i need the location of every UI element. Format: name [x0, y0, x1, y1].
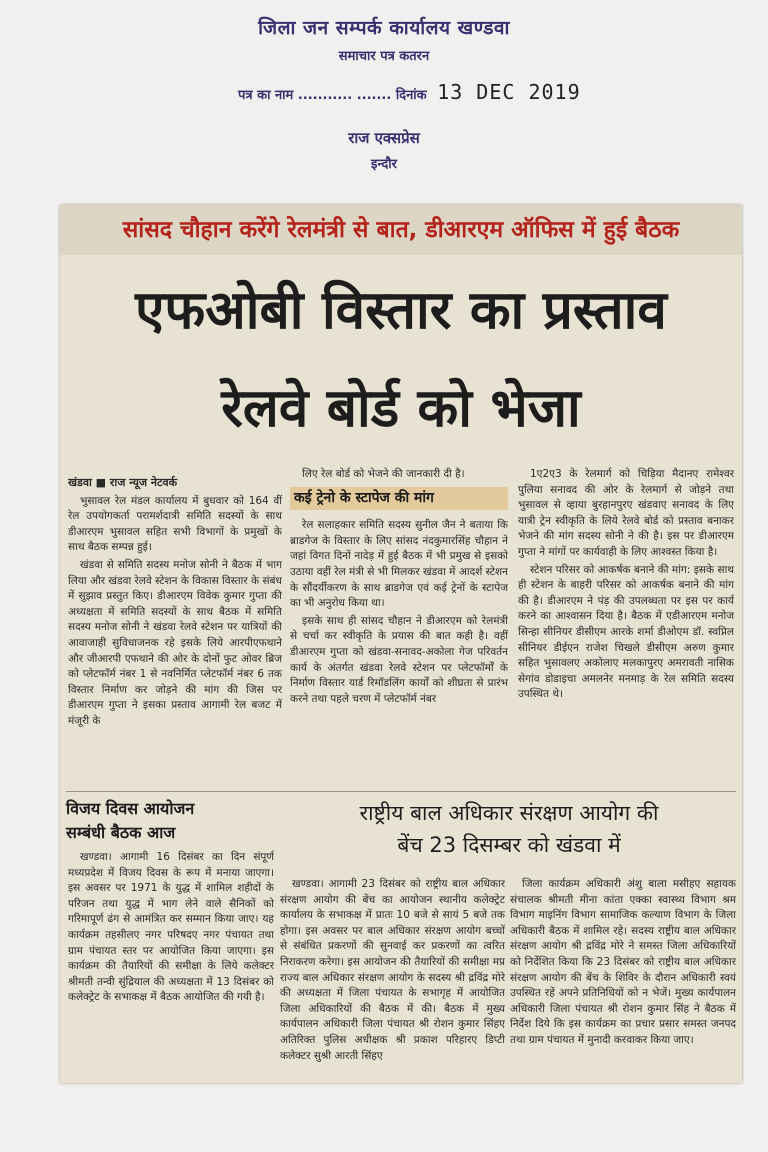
story3-column-1: [280, 877, 505, 1077]
article-paragraph: 1ए2ए3 के रेलमार्ग को चिड़िया मैदानए रामेश्वर पुलिया सनावद की ओर के रेलमार्ग से जोड़ने तथा भुसावल से व्हाया बुरहानपुरए खंडवाए सनावद के लिए यात्री ट्रेन स्वीकृति के लिये रेलवे बोर्ड को प्रस्ताव बनाकर भेजने की मांग सदस्य सोनी ने की है। इस पर डीआरएम गुप्ता ने मांगों पर कार्यवाही के लिए आश्वस्त किया है।: [518, 468, 734, 558]
office-title: जिला जन सम्पर्क कार्यालय खण्डवा: [258, 17, 510, 39]
headline-line-2: रेलवे बोर्ड को भेजा: [221, 377, 581, 439]
article-paragraph: रेल सलाहकार समिति सदस्य सुनील जैन ने बताया कि ब्राडगेज के विस्तार के लिए सांसद नंदकुमारसिंह चौहान ने जहां विगत दिनों नादेड़ में हुई बैठक में भी प्रमुख से इसको उठाया वहीं रेल मंत्री से भी मिलकर खंडवा में आदर्श स्टेशन के सौंदर्यीकरण के साथ ब्राडगेज एवं कई ट्रेनों के स्टापेज का भी अनुरोध किया था।: [290, 519, 508, 610]
newspaper-clipping: [60, 205, 742, 1083]
dateline: [238, 80, 581, 104]
clipping-subtitle: समाचार पत्र कतरन: [338, 49, 430, 64]
article-paragraph: खण्डवा। आगामी 23 दिसंबर को राष्ट्रीय बाल अधिकार संरक्षण आयोग की बेंच का आयोजन स्थानीय कलेक्ट्रेट कार्यालय के सभाकक्ष में प्रातः 10 बजे से सायं 5 बजे तक होगा। इस अवसर पर बाल अधिकार संरक्षण आयोग बच्चों से संबंधित प्रकरणों की सुनवाई कर प्रकरणों का त्वरित निराकरण करेगा। इस आयोजन की तैयारियों की समीक्षा मप्र राज्य बाल अधिकार संरक्षण आयोग के सदस्य श्री द्रविंद्र मोरे की अध्यक्षता में जिला पंचायत के सभागृह में आयोजित जिला अधिकारियों की बैठक में की। बैठक में मुख्य कार्यपालन अधिकारी जिला पंचायत श्री रोशन कुमार सिंहए अतिरिक्त पुलिस अधीक्षक श्री प्रकाश परिहारए डिप्टी कलेक्टर सुश्री आरती सिंहए: [280, 878, 505, 1062]
section-divider: [66, 791, 736, 792]
story3-title-line-2: बेंच 23 दिसम्बर को खंडवा में: [397, 833, 621, 857]
article-paragraph: स्टेशन परिसर को आकर्षक बनाने की मांग: इसके साथ ही स्टेशन के बाहरी परिसर को आकर्षक बनाने की मांग की है। डीआरएम ने पंड़ की उपलब्धता पर इस पर कार्य करने का आश्वासन दिया है। बैठक में एडीआरएम मनोज सिन्हा सीनियर डीसीएम आरके शर्मा डीओएम डॉ. स्वप्निल सीनियर डीईएन राजेश चिखले डीसीएम अरुण कुमार सहित भुसावलए अकोलाए मलकापुरए अमरावती नासिक सेगांव डोडाइचा अमलनेर मनमाड़ के रेल समिति सदस्य उपस्थित थे।: [518, 563, 734, 701]
story2-title-line-1: विजय दिवस आयोजन: [66, 799, 195, 818]
headline-line-1: एफओबी विस्तार का प्रस्ताव: [135, 279, 667, 341]
story2-title-line-2: सम्बंधी बैठक आज: [66, 823, 176, 842]
article-paragraph: खण्डवा। आगामी 16 दिसंबर का दिन संपूर्ण मध्यप्रदेश में विजय दिवस के रूप में मनाया जाएगा। इस अवसर पर 1971 के युद्ध में शामिल शहीदों के परिजन तथा युद्ध में भाग लेने वाले सैनिकों को गरिमापूर्ण ढंग से आमंत्रित कर सम्मान किया जाए। यह कार्यक्रम तहसीलए नगर परिषदए नगर पंचायत तथा ग्राम पंचायत स्तर पर आयोजित किया जाएगा। इस कार्यक्रम की तैयारियों की समीक्षा के लिये कलेक्टर श्रीमती तन्वी सुंद्रियाल की अध्यक्षता में 13 दिसंबर को कलेक्ट्रेट के सभाकक्ष में बैठक आयोजित की गयी है।: [68, 851, 274, 1004]
article-column-2: [290, 467, 508, 785]
article-subheading: कई ट्रेनो के स्टापेज की मांग: [290, 487, 508, 511]
date-stamp: 13 DEC 2019: [437, 80, 581, 104]
story3-column-2: [510, 877, 736, 1077]
story3-title-line-1: राष्ट्रीय बाल अधिकार संरक्षण आयोग की: [359, 801, 659, 825]
byline: खंडवा ■ राज न्यूज नेटवर्क: [68, 476, 178, 489]
article-column-1: [68, 475, 282, 785]
article-headline: [60, 261, 742, 457]
date-label: दिनांक: [395, 88, 427, 103]
story3-title: [280, 797, 738, 861]
story2-body: [68, 850, 274, 1078]
newspaper-city: इन्दौर: [371, 157, 397, 172]
article-paragraph: जिला कार्यक्रम अधिकारी अंशु बाला मसीहए सहायक संचालक श्रीमती मीना कांता एक्का स्वास्थ्य विभाग श्रम विभाग माइनिंग विभाग सामाजिक कल्याण विभाग के जिला अधिकारी बैठक में शामिल रहे। सदस्य राष्ट्रीय बाल अधिकार संरक्षण आयोग श्री द्रविंद्र मोरे ने समस्त जिला अधिकारियों को निर्देशित किया कि 23 दिसंबर को राष्ट्रीय बाल अधिकार संरक्षण आयोग की बेंच के शिविर के दौरान अधिकारी स्वयं उपस्थित रहें अपने प्रतिनिधियों को न भेजें। मुख्य कार्यपालन अधिकारी जिला पंचायत श्री रोशन कुमार सिंह ने बैठक में निर्देश दिये कि इस कार्यक्रम का प्रचार प्रसार समस्त जनपद तथा ग्राम पंचायत में मुनादी करवाकर किया जाए।: [510, 878, 736, 1046]
article-paragraph: भुसावल रेल मंडल कार्यालय में बुधवार को 164 वीं रेल उपयोगकर्ता परामर्शदात्री समिति सदस्यों के साथ डीआरएम भुसावल सहित सभी विभागों के प्रमुखों के साथ बैठक सम्पन्न हुई।: [68, 494, 282, 554]
dotted-line: ........... .......: [297, 88, 392, 103]
article-kicker: सांसद चौहान करेंगे रेलमंत्री से बात, डीआरएम ऑफिस में हुई बैठक: [60, 205, 742, 255]
newspaper-name: राज एक्सप्रेस: [348, 129, 420, 147]
article-paragraph: खंडवा से समिति सदस्य मनोज सोनी ने बैठक में भाग लिया और खंडवा रेलवे स्टेशन के विकास विस्तार के संबंध में सुझाव प्रस्तुत किए। डीआरएम विवेक कुमार गुप्ता की अध्यक्षता में समिति सदस्यों के साथ बैठक में समिति सदस्य मनोज सोनी ने खंडवा रेलवे स्टेशन पर यात्रियों की आवाजाही सुविधाजनक रहे इसके लिये आरपीएफथाने और जीआरपी एफथाने की ओर के दोनों फुट ओवर ब्रिज को प्लेटफॉर्म नंबर 1 से नवनिर्मित प्लेटफॉर्म नंबर 6 तक विस्तार निर्माण कर जोड़ने की मांग की जिस पर डीआरएम गुप्ता ने इसका प्रस्ताव आगामी रेल बजट में मंजूरी के: [68, 558, 282, 727]
article-column-3: [518, 467, 734, 785]
article-paragraph: इसके साथ ही सांसद चौहान ने डीआरएम को रेलमंत्री से चर्चा कर स्वीकृति के प्रयास की बात कही है। वहीं डीआरएम गुप्ता को खंडवा-सनावद-अकोला गेज परिवर्तन कार्य के अंतर्गत खंडवा रेलवे स्टेशन पर प्लेटफॉर्मों के निर्माण विस्तार यार्ड रिमॉडलिंग कार्यों को शीघ्रता से प्रारंभ करने तथा पहले चरण में प्लेटफॉर्म नंबर: [290, 614, 508, 705]
article-paragraph: लिए रेल बोर्ड को भेजने की जानकारी दी है।: [302, 468, 465, 480]
paper-label: पत्र का नाम: [238, 88, 294, 103]
story2-title: [66, 797, 276, 845]
